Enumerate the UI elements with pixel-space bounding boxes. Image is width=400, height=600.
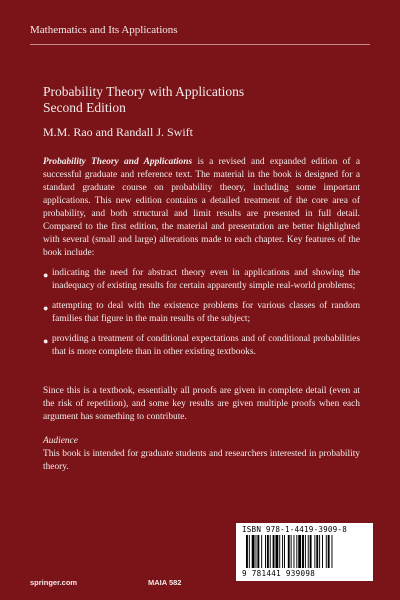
barcode-bar [308,535,309,568]
bullet-icon: ● [43,336,49,346]
book-title: Probability Theory with Applications [43,84,245,99]
barcode-bar [267,535,269,568]
barcode-bar [249,535,250,568]
barcode-bar [332,535,333,568]
barcode-bar [273,535,275,568]
barcode-bars [246,535,366,568]
feature-list [43,267,360,359]
audience-heading: Audience [43,436,78,446]
barcode-bar [294,535,295,568]
edition: Second Edition [43,100,126,115]
barcode-bar [257,535,259,568]
barcode-bar [314,535,315,568]
title-block [43,84,244,116]
series-number: MAIA 582 [148,578,182,587]
barcode-bar [322,535,323,568]
intro-text: is a revised and expanded edition of a successful graduate and reference text. The material in the book is designed for a standard graduate course on probability theory, including some important applications. This new edition contains a detailed treatment of the core area of probability, and both structural and limit results are presented in full detail. Compared to the first edition, the material and presentation are better highlighted with several (small and large) alterations made to each chapter. Key features of the book include: [43,157,360,258]
bullet-icon: ● [43,270,49,280]
barcode-bar [270,535,271,568]
barcode-bar [282,535,283,568]
barcode-bar [246,535,248,568]
proofs-paragraph: Since this is a textbook, essentially all proofs are given in complete detail (even at the risk of repetition), and some key results are given multiple proofs when each argument has something to contribute. [43,386,360,422]
barcode-bar [275,535,278,568]
authors: M.M. Rao and Randall J. Swift [43,125,193,139]
barcode-bar [310,535,312,568]
barcode-bar [328,535,330,568]
barcode-bar [316,535,318,568]
list-item: ● attempting to deal with the existence problems for various classes of random families that figure in the main results of the subject; [43,301,360,324]
barcode-digits: 9 781441 939098 [242,569,316,578]
barcode-bar [288,535,290,568]
publisher-url: springer.com [30,578,78,587]
bullet-icon: ● [43,303,49,313]
list-item: ● providing a treatment of conditional expectations and of conditional probabilities that is more complete than in other existing textbooks. [43,334,360,357]
intro-paragraph [43,156,360,260]
barcode-bar [302,535,304,568]
barcode-bar [291,535,292,568]
intro-lead: Probability Theory and Applications [43,157,193,167]
barcode-bar [261,535,262,568]
barcode-bar [256,535,257,568]
header-rule [30,44,370,45]
barcode-bar [279,535,280,568]
barcode-bar [265,535,266,568]
barcode-bar [298,535,301,568]
barcode-bar [296,535,297,568]
description [43,156,360,474]
list-item: ● indicating the need for abstract theory even in applications and showing the inadequacy of existing results for certain apparently simple real-world problems; [43,268,360,291]
barcode-bar [305,535,306,568]
barcode-bar [252,535,255,568]
barcode [236,523,373,581]
barcode-bar [326,535,327,568]
barcode-bar [319,535,320,568]
barcode-bar [284,535,285,568]
series-name: Mathematics and Its Applications [30,24,178,36]
isbn-label: ISBN 978-1-4419-3909-8 [242,525,347,534]
audience-text: This book is intended for graduate students and researchers interested in probability theory. [43,449,360,472]
